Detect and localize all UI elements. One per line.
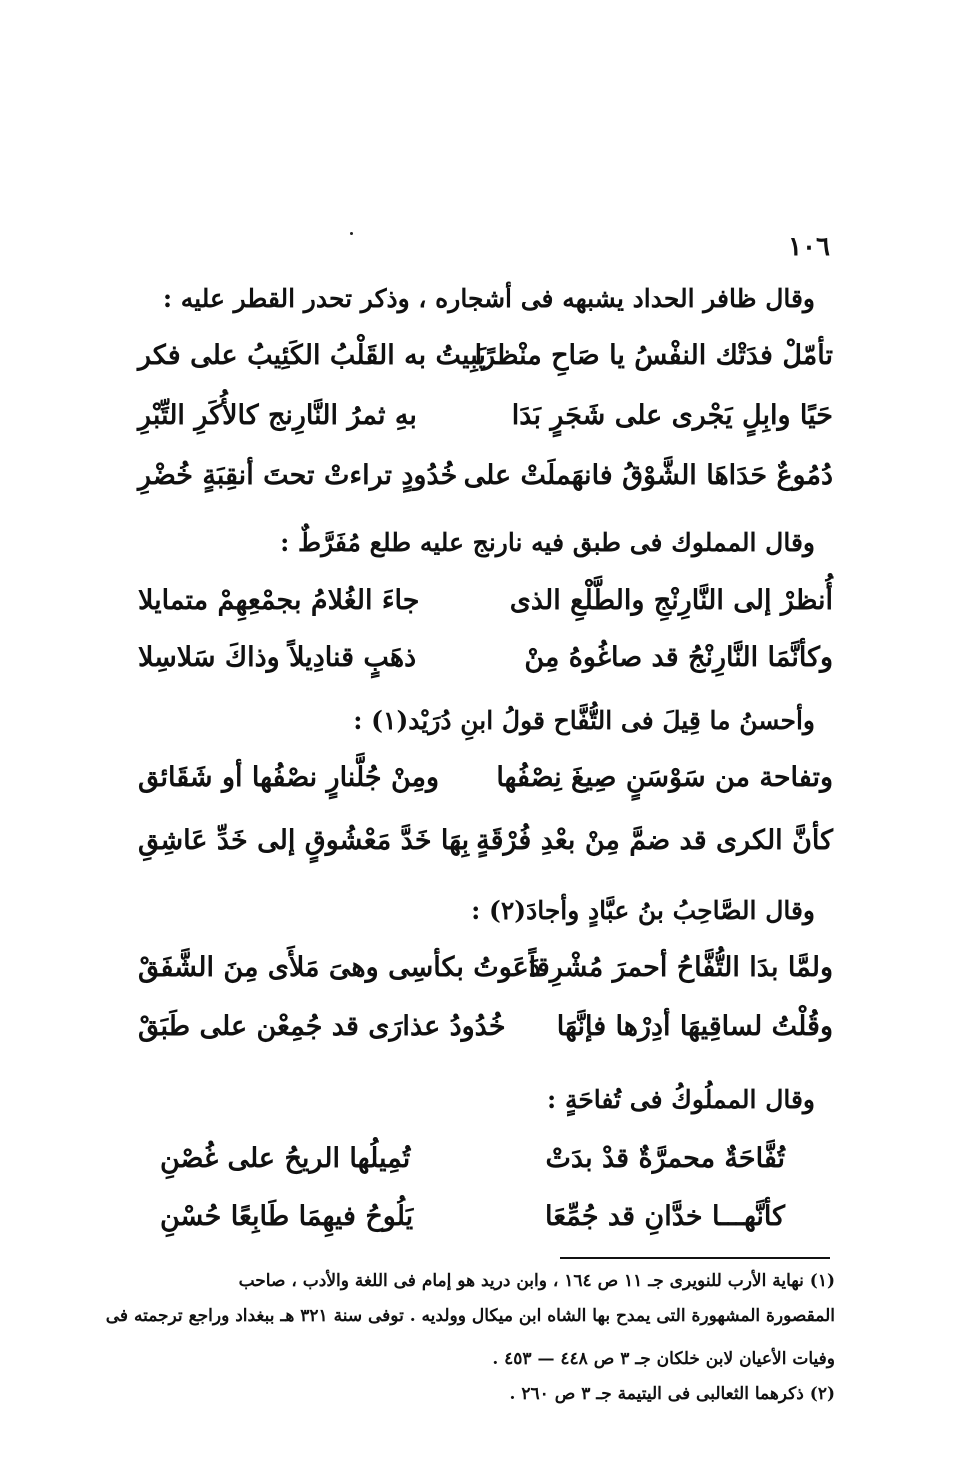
verse-3-first-hemistich: دُمُوعٌ حَدَاهَا الشَّوْقُ فانهَملَتْ على — [463, 460, 833, 491]
verse-1-second-hemistich: يَبِيتُ به القَلْبُ الكَئِيبُ على فكر — [138, 340, 486, 371]
verse-11-second-hemistich: يَلُوحُ فيهِمَا طَابِعًا حُسْنِ — [160, 1201, 414, 1232]
verse-line-7 — [138, 818, 833, 864]
page-number: ١٠٦ — [788, 232, 830, 262]
verse-7-first-hemistich: كأنَّ الكرى قد ضمَّ مِنْ بعْدِ فُرْقَةٍ — [476, 825, 833, 856]
verse-3-second-hemistich: خُدُودٍ تراءتْ تحتَ أنقِبَةٍ خُضْرِ — [138, 460, 458, 491]
verse-7-second-hemistich: بِهَا خَدَّ مَعْشُوقٍ إلى خَدِّ عَاشِقِ — [138, 825, 470, 856]
verse-line-1 — [138, 333, 833, 379]
verse-line-4 — [138, 578, 833, 624]
verse-line-9 — [138, 1004, 833, 1050]
verse-11-first-hemistich: كأنَّهـــا خدَّانِ قد جُمِّعَا — [544, 1201, 785, 1232]
verse-5-first-hemistich: وكأنَّمَا النَّارِنْجُ قد صاغُوهُ مِنْ — [524, 642, 833, 673]
footnote-1-line-2: المقصورة المشهورة التى يمدح بها الشاه ابن ميكال وولديه . توفى سنة ٣٢١ هـ ببغداد وراجع ترجمته فى — [105, 1306, 835, 1326]
intro-paragraph-5: وقال المملُوكُ فى تُفاحَةٍ : — [547, 1085, 815, 1114]
verse-line-5 — [138, 635, 833, 681]
verse-5-second-hemistich: ذهَبٍ قنادِيلاً وذاكَ سَلاسِلا — [138, 642, 417, 673]
verse-10-first-hemistich: تُفَّاحَةٌ محمرَّةٌ قدْ بدَتْ — [545, 1143, 785, 1174]
footnote-1-line-3: وفيات الأعيان لابن خلكان جـ ٣ ص ٤٤٨ — ٤٥٣ . — [492, 1349, 835, 1369]
verse-line-11 — [160, 1194, 785, 1240]
verse-10-second-hemistich: تُمِيلُها الريحُ على غُصْنِ — [160, 1143, 411, 1174]
verse-line-3 — [138, 453, 833, 499]
verse-line-10 — [160, 1136, 785, 1182]
verse-4-first-hemistich: أُنظرْ إلى النَّارِنْجِ والطَّلْعِ الذى — [509, 585, 833, 616]
verse-line-2 — [138, 393, 833, 439]
verse-2-first-hemistich: حَيًا وابِلٍ يَجْرى على شَجَرٍ بَدَا — [511, 400, 833, 431]
verse-line-6 — [138, 755, 833, 801]
footnote-1-line-1: (١) نهاية الأرب للنويرى جـ ١١ ص ١٦٤ ، وابن دريد هو إمام فى اللغة والأدب ، صاحب — [238, 1271, 835, 1291]
verse-9-first-hemistich: وقُلْتُ لساقِيهَا أدِرْها فإنَّهَا — [556, 1011, 833, 1042]
verse-4-second-hemistich: جاءَ الغُلامُ بجمْعِهِمْ متمايلا — [138, 585, 420, 616]
intro-paragraph-1: وقال ظافر الحداد يشبهه فى أشجاره ، وذكر تحدر القطر عليه : — [162, 284, 815, 313]
verse-9-second-hemistich: خُدُودُ عذارَى قد جُمِعْن على طَبَقْ — [138, 1011, 506, 1042]
verse-2-second-hemistich: بهِ ثمرُ النَّارِنج كالأُكَرِ التِّبْرِ — [138, 400, 417, 431]
intro-paragraph-3: وأحسنُ ما قِيلَ فى التُّفَّاح قولُ ابنِ دُرَيْد(١) : — [353, 706, 815, 735]
intro-paragraph-4: وقال الصَّاحِبُ بنُ عبَّادٍ وأجادَ(٢) : — [471, 896, 815, 925]
verse-8-first-hemistich: ولمَّا بدَا التُّفَّاحُ أحمرَ مُشْرِقاً — [528, 952, 833, 983]
verse-1-first-hemistich: تأمّلْ فدَتْك النفْسُ يا صَاحِ منْظرًا — [474, 340, 833, 371]
verse-8-second-hemistich: دَعَوتُ بكأسِى وهىَ مَلأَى مِنَ الشَّفَقْ — [138, 952, 541, 983]
intro-paragraph-2: وقال المملوك فى طبق فيه نارنج عليه طلع مُفَرَّطٌ : — [280, 528, 815, 557]
verse-6-second-hemistich: ومِنْ جُلَّنارٍ نصْفُها أو شَقَائق — [138, 762, 440, 793]
footnote-2: (٢) ذكرهما الثعالبى فى اليتيمة جـ ٣ ص ٢٦٠ . — [509, 1384, 835, 1404]
verse-line-8 — [138, 945, 833, 991]
verse-6-first-hemistich: وتفاحة من سَوْسَنٍ صِيغَ نِصْفُها — [496, 762, 833, 793]
ink-speck — [350, 232, 353, 235]
footnote-separator — [560, 1257, 830, 1259]
